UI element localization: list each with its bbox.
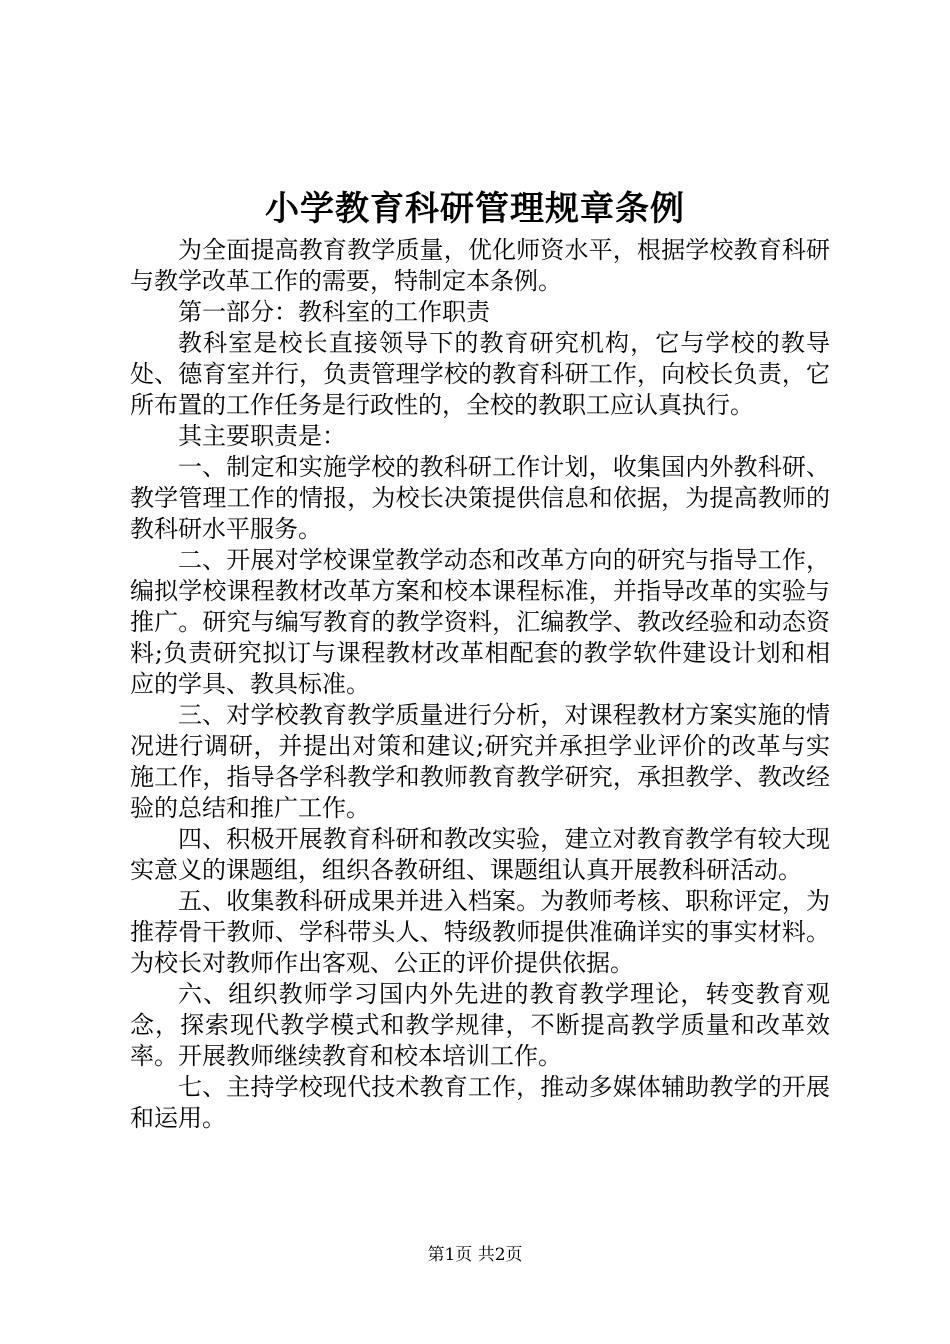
duty-item-4: 四、积极开展教育科研和教改实验，建立对教育教学有较大现实意义的课题组，组织各教研组、课题组认真开展教科研活动。: [130, 825, 830, 884]
section-heading: 第一部分：教科室的工作职责: [178, 298, 490, 326]
document-body: [130, 235, 830, 1134]
duty-item-6: 六、组织教师学习国内外先进的教育教学理论，转变教育观念，探索现代教学模式和教学规律，不断提高教学质量和改革效率。开展教师继续教育和校本培训工作。: [130, 980, 830, 1070]
paragraph-duties-lead: 其主要职责是：: [178, 422, 346, 450]
duty-item-5: 五、收集教科研成果并进入档案。为教师考核、职称评定，为推荐骨干教师、学科带头人、特级教师提供准确详实的事实材料。为校长对教师作出客观、公正的评价提供依据。: [130, 887, 830, 977]
duty-item-2: 二、开展对学校课堂教学动态和改革方向的研究与指导工作，编拟学校课程教材改革方案和校本课程标准，并指导改革的实验与推广。研究与编写教育的教学资料，汇编教学、教改经验和动态资料;负责研究拟订与课程教材改革相配套的教学软件建设计划和相应的学具、教具标准。: [130, 546, 830, 698]
paragraph-intro: 为全面提高教育教学质量，优化师资水平，根据学校教育科研与教学改革工作的需要，特制定本条例。: [130, 236, 830, 295]
duty-item-7: 七、主持学校现代技术教育工作，推动多媒体辅助教学的开展和运用。: [130, 1073, 830, 1132]
page-number-footer: 第1页 共2页: [427, 1245, 523, 1265]
paragraph-office-description: 教科室是校长直接领导下的教育研究机构，它与学校的教导处、德育室并行，负责管理学校的教育科研工作，向校长负责，它所布置的工作任务是行政性的，全校的教职工应认真执行。: [130, 329, 830, 419]
duty-item-1: 一、制定和实施学校的教科研工作计划，收集国内外教科研、教学管理工作的情报，为校长决策提供信息和依据，为提高教师的教科研水平服务。: [130, 453, 830, 543]
duty-item-3: 三、对学校教育教学质量进行分析，对课程教材方案实施的情况进行调研，并提出对策和建议;研究并承担学业评价的改革与实施工作，指导各学科教学和教师教育教学研究，承担教学、教改经验的总结和推广工作。: [130, 701, 830, 822]
document-title: 小学教育科研管理规章条例: [265, 189, 685, 229]
